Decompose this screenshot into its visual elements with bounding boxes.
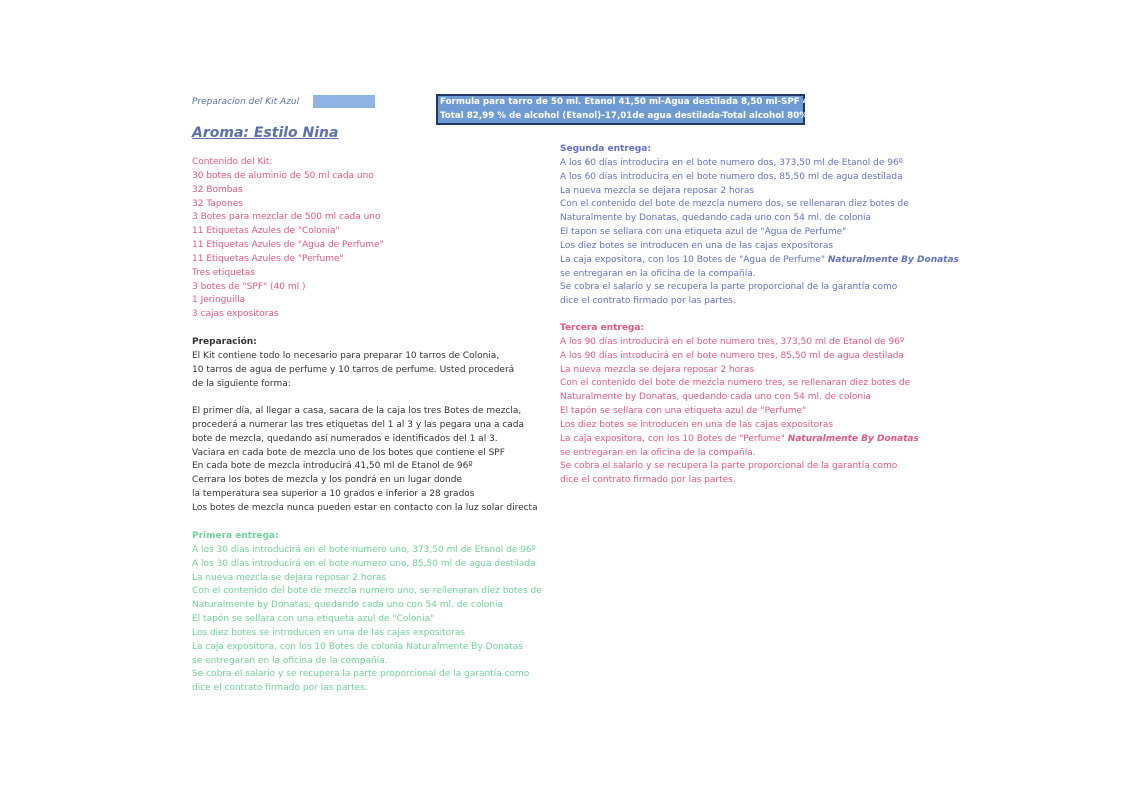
paragraph-line: A los 60 días introducira en el bote numero dos, 85,50 ml de agua destilada xyxy=(560,171,903,182)
paragraph-line: En cada bote de mezcla introducirá 41,50 ml de Etanol de 96º xyxy=(192,461,473,472)
paragraph-line: procederá a numerar las tres etiquetas del 1 al 3 y las pegara una a cada xyxy=(192,419,525,430)
kit-label: Preparacion del Kit Azul xyxy=(192,97,300,107)
list-item: 32 Tapones xyxy=(192,198,243,209)
paragraph-line: La caja expositora, con los 10 Botes de colonia Naturalmente By Donatas xyxy=(192,641,524,652)
paragraph-line: Los diez botes se introducen en una de las cajas expositoras xyxy=(560,419,834,430)
paragraph-line: 10 tarros de agua de perfume y 10 tarros de perfume. Usted procederá xyxy=(192,364,515,375)
list-item: 11 Etiquetas Azules de "Perfume" xyxy=(192,253,344,264)
kit-contents xyxy=(192,156,384,322)
paragraph-line: Se cobra el salario y se recupera la parte proporcional de la garantía como xyxy=(192,669,530,680)
paragraph-line: A los 30 días introducirá en el bote numero uno, 85,50 ml de agua destilada xyxy=(192,558,536,569)
paragraph-line: se entregaran en la oficina de la compañía. xyxy=(192,655,388,666)
list-item: 3 botes de "SPF" (40 ml ) xyxy=(192,281,306,292)
formula-box xyxy=(436,94,828,125)
paragraph-line: de la siguiente forma: xyxy=(192,378,291,389)
paragraph-line: El tapón se sellara con una etiqueta azul de "Colonia" xyxy=(192,614,435,625)
paragraph-line: Los diez botes se introducen en una de las cajas expositoras xyxy=(560,240,834,251)
paragraph-line: El tapon se sellara con una etiqueta azul de "Agua de Perfume" xyxy=(560,227,847,238)
paragraph-line: dice el contrato firmado por las partes. xyxy=(560,296,736,307)
paragraph-line: se entregaran en la oficina de la compañía. xyxy=(560,447,756,458)
paragraph-line: A los 90 días introducirá en el bote numero tres, 85,50 ml de agua destilada xyxy=(560,350,904,361)
preparacion-heading: Preparación: xyxy=(192,337,257,347)
list-item: 11 Etiquetas Azules de "Agua de Perfume" xyxy=(192,240,384,251)
paragraph-line: Los diez botes se introducen en una de las cajas expositoras xyxy=(192,627,466,638)
paragraph-line: A los 60 días introducira en el bote numero dos, 373,50 ml de Etanol de 96º xyxy=(560,157,903,168)
brand-name: Naturalmente By Donatas xyxy=(787,433,919,444)
box-line xyxy=(560,433,919,447)
paragraph-line: El Kit contiene todo lo necesario para preparar 10 tarros de Colonia, xyxy=(192,350,500,361)
list-item: 1 Jeringuilla xyxy=(192,295,246,306)
formula-line-1: Formula para tarro de 50 ml. Etanol 41,50 ml-Agua destilada 8,50 ml-SPF 4 ml. xyxy=(440,97,828,107)
paragraph-line: Naturalmente by Donatas, quedando cada uno con 54 ml. de colonia xyxy=(560,392,872,403)
list-item: 30 botes de aluminio de 50 ml cada uno xyxy=(192,170,374,181)
paragraph-line: Los botes de mezcla nunca pueden estar en contacto con la luz solar directa xyxy=(192,502,538,513)
primera-entrega-heading: Primera entrega: xyxy=(192,531,279,541)
paragraph-line: Con el contenido del bote de mezcla numero tres, se rellenaran diez botes de xyxy=(560,378,911,389)
paragraph-line: Con el contenido del bote de mezcla numero uno, se rellenaran diez botes de xyxy=(192,586,542,597)
paragraph-line: se entregaran en la oficina de la compañía. xyxy=(560,268,756,279)
paragraph-line: bote de mezcla, quedando así numerados e identificados del 1 al 3. xyxy=(192,433,498,444)
paragraph-line: Cerrara los botes de mezcla y los pondrá en un lugar donde xyxy=(192,475,463,486)
box-line-text: La caja expositora, con los 10 Botes de "Perfume" xyxy=(560,433,788,444)
list-item: Tres etiquetas xyxy=(192,267,256,278)
paragraph-line: El tapón se sellara con una etiqueta azul de "Perfume" xyxy=(560,406,807,417)
paragraph-line: Naturalmente by Donatas, quedando cada uno con 54 ml. de colonia xyxy=(192,600,504,611)
paragraph-line: Con el contenido del bote de mezcla numero dos, se rellenaran diez botes de xyxy=(560,199,909,210)
segunda-entrega-heading: Segunda entrega: xyxy=(560,144,651,154)
segunda-entrega xyxy=(560,143,959,309)
paragraph-line: A los 90 días introducirá en el bote numero tres, 373,50 ml de Etanol de 96º xyxy=(560,336,905,347)
paragraph-line: Se cobra el salario y se recupera la parte proporcional de la garantía como xyxy=(560,461,898,472)
paragraph-line: Vaciara en cada bote de mezcla uno de los botes que contiene el SPF xyxy=(192,447,505,458)
aroma-title: Aroma: Estilo Nina xyxy=(192,125,339,141)
paragraph-line: A los 30 días introducirá en el bote numero uno, 373,50 ml de Etanol de 96º xyxy=(192,544,536,555)
paragraph-line: Naturalmente by Donatas, quedando cada uno con 54 ml. de colonia xyxy=(560,213,872,224)
paragraph-line: La nueva mezcla se dejara reposar 2 horas xyxy=(192,572,387,583)
preparacion-section xyxy=(192,336,514,391)
tercera-entrega-heading: Tercera entrega: xyxy=(560,323,645,333)
paragraph-line: La nueva mezcla se dejara reposar 2 horas xyxy=(560,185,755,196)
paragraph-line: El primer día, al llegar a casa, sacara de la caja los tres Botes de mezcla, xyxy=(192,406,522,416)
box-line xyxy=(560,254,959,268)
preparacion-steps xyxy=(192,405,538,516)
list-item: 11 Etiquetas Azules de "Colonia" xyxy=(192,226,340,237)
kit-color-swatch xyxy=(313,95,375,108)
paragraph-line: La nueva mezcla se dejara reposar 2 horas xyxy=(560,364,755,375)
brand-name: Naturalmente By Donatas xyxy=(827,254,959,265)
paragraph-line: dice el contrato firmado por las partes. xyxy=(192,683,368,694)
list-item: 3 cajas expositoras xyxy=(192,309,279,320)
list-item: 3 Botes para mezclar de 500 ml cada uno xyxy=(192,212,381,223)
paragraph-line: dice el contrato firmado por las partes. xyxy=(560,475,736,486)
paragraph-line: la temperatura sea superior a 10 grados e inferior a 28 grados xyxy=(192,489,475,500)
list-item: 32 Bombas xyxy=(192,184,243,195)
paragraph-line: Se cobra el salario y se recupera la parte proporcional de la garantía como xyxy=(560,282,898,293)
primera-entrega xyxy=(192,530,542,696)
formula-line-2: Total 82,99 % de alcohol (Etanol)-17,01de agua destilada-Total alcohol 80% xyxy=(440,110,808,121)
tercera-entrega xyxy=(560,322,919,488)
box-line-text: La caja expositora, con los 10 Botes de "Agua de Perfume" xyxy=(560,254,828,265)
kit-contents-heading: Contenido del Kit: xyxy=(192,157,273,167)
